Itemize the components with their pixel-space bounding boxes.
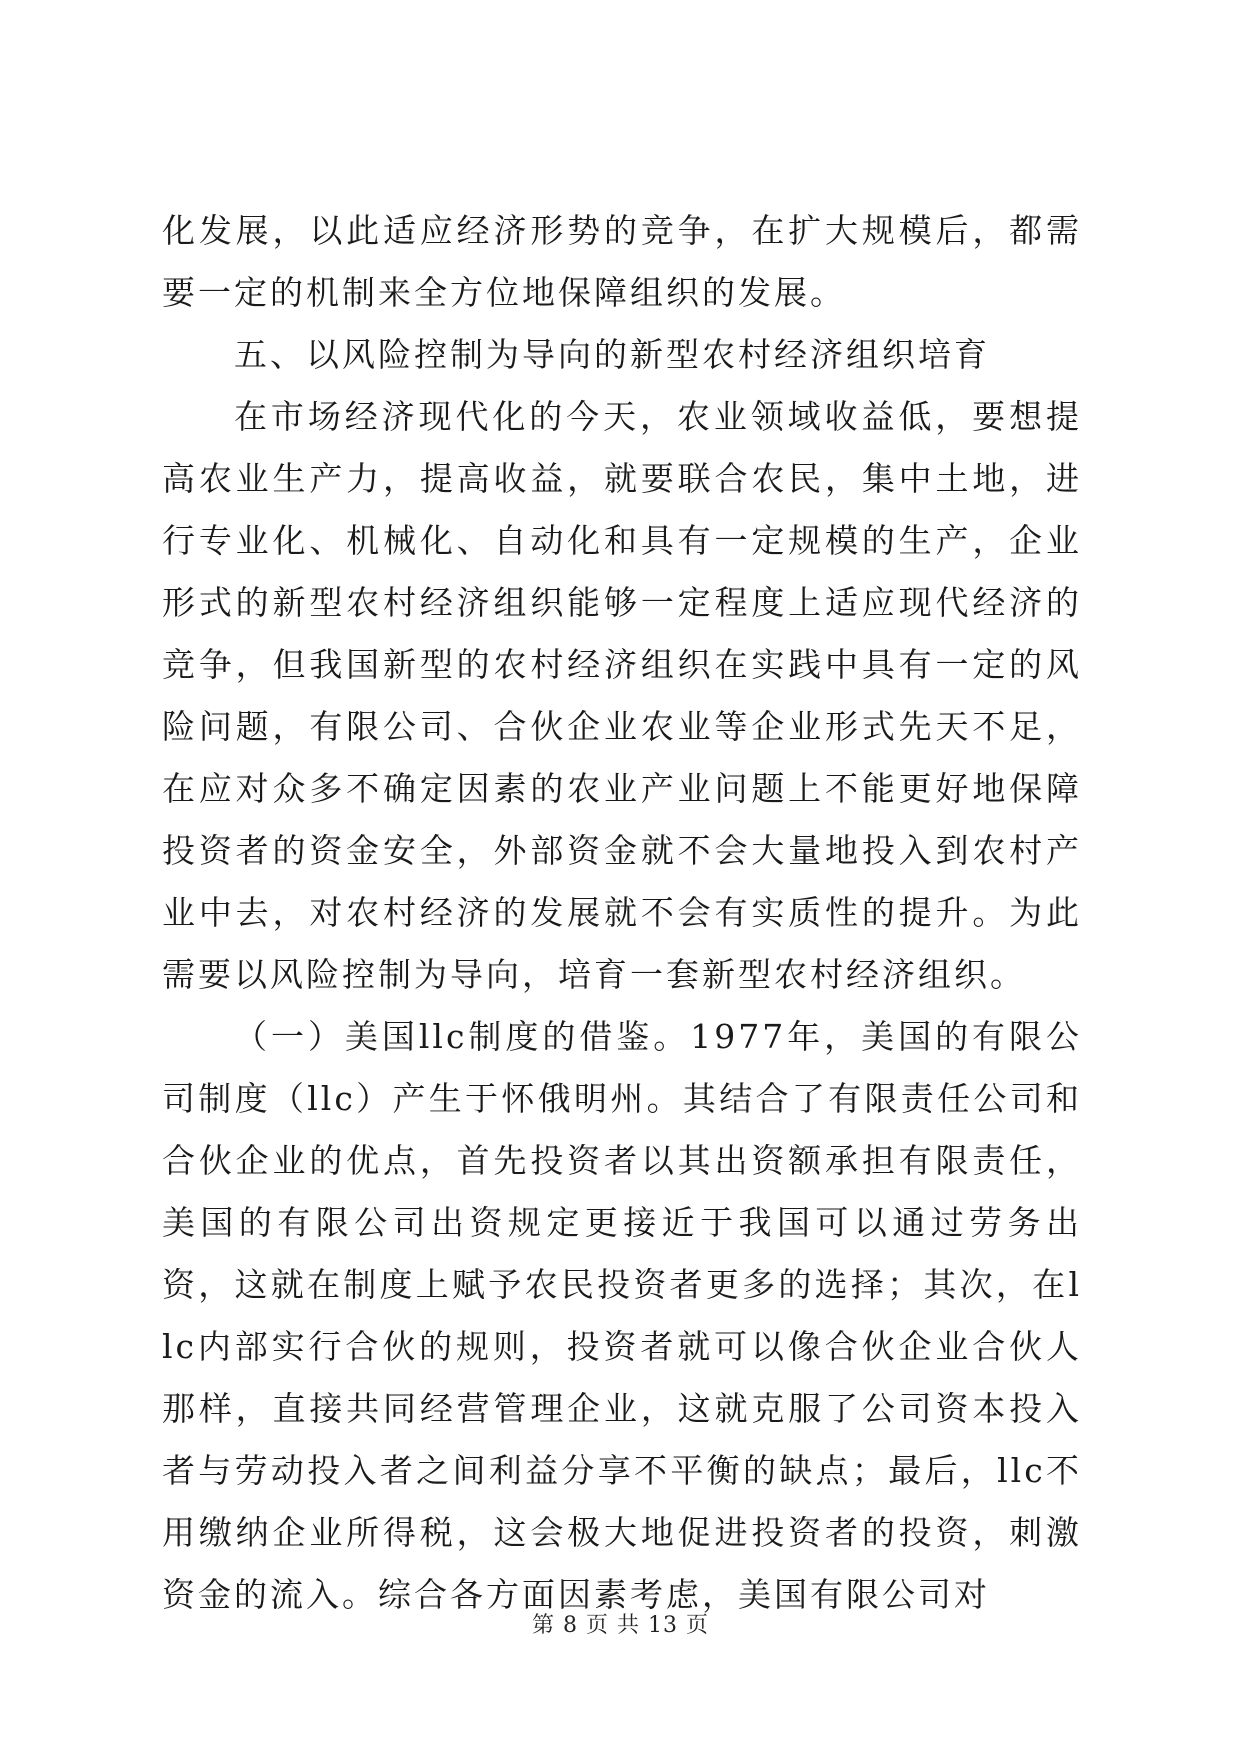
document-body <box>162 200 1082 1626</box>
page-number-footer: 第 8 页 共 13 页 <box>532 1613 709 1638</box>
paragraph-risk-control: 在市场经济现代化的今天，农业领域收益低，要想提高农业生产力，提高收益，就要联合农民，集中土地，进行专业化、机械化、自动化和具有一定规模的生产，企业形式的新型农村经济组织能够一定程度上适应现代经济的竞争，但我国新型的农村经济组织在实践中具有一定的风险问题，有限公司、合伙企业农业等企业形式先天不足，在应对众多不确定因素的农业产业问题上不能更好地保障投资者的资金安全，外部资金就不会大量地投入到农村产业中去，对农村经济的发展就不会有实质性的提升。为此需要以风险控制为导向，培育一套新型农村经济组织。 <box>162 397 1082 994</box>
section-heading: 五、以风险控制为导向的新型农村经济组织培育 <box>234 335 990 374</box>
paragraph-continuation: 化发展，以此适应经济形势的竞争，在扩大规模后，都需要一定的机制来全方位地保障组织的发展。 <box>162 211 1082 312</box>
paragraph-llc-reference: （一）美国llc制度的借鉴。1977年，美国的有限公司制度（llc）产生于怀俄明州。其结合了有限责任公司和合伙企业的优点，首先投资者以其出资额承担有限责任，美国的有限公司出资规定更接近于我国可以通过劳务出资，这就在制度上赋予农民投资者更多的选择；其次，在llc内部实行合伙的规则，投资者就可以像合伙企业合伙人那样，直接共同经营管理企业，这就克服了公司资本投入者与劳动投入者之间利益分享不平衡的缺点；最后，llc不用缴纳企业所得税，这会极大地促进投资者的投资，刺激资金的流入。综合各方面因素考虑，美国有限公司对 <box>162 1017 1082 1614</box>
